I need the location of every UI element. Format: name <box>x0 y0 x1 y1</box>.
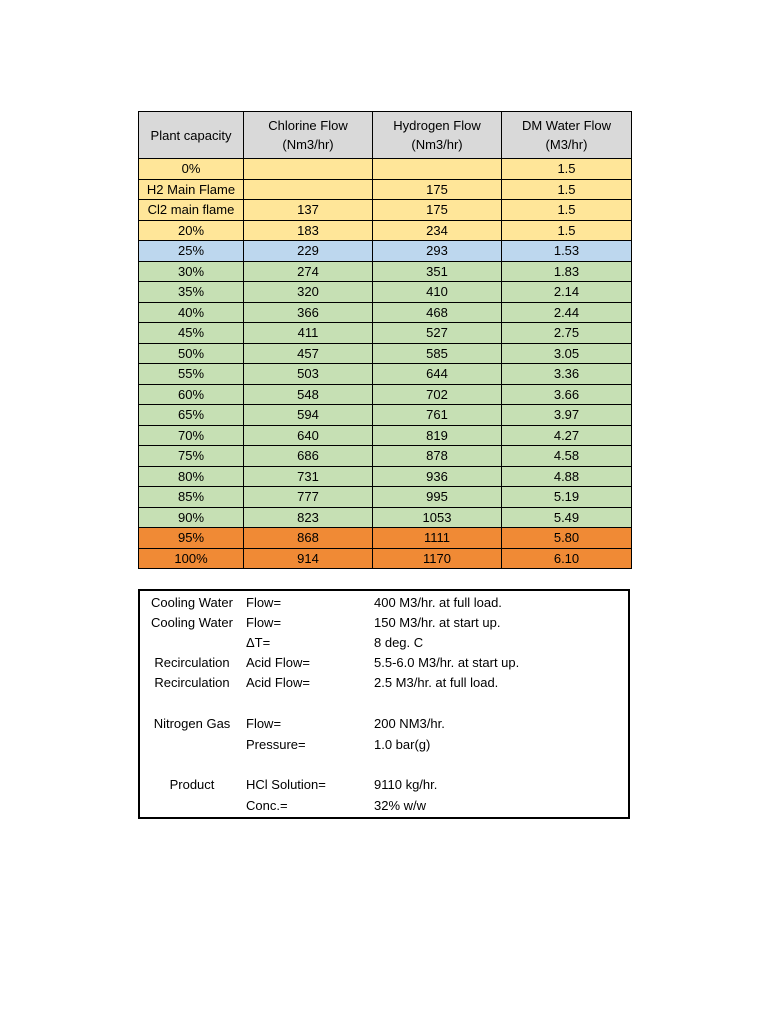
note-parameter: Pressure= <box>246 737 306 752</box>
hydrogen-flow-cell: 644 <box>373 364 502 385</box>
table-row <box>139 384 632 405</box>
hydrogen-flow-cell: 175 <box>373 179 502 200</box>
hydrogen-flow-cell: 1170 <box>373 548 502 569</box>
note-value: 2.5 M3/hr. at full load. <box>374 675 499 690</box>
dm-water-flow-cell: 4.88 <box>502 466 632 487</box>
capacity-cell: 65% <box>139 405 244 426</box>
capacity-cell: 35% <box>139 282 244 303</box>
note-value: 8 deg. C <box>374 635 424 650</box>
note-label: Cooling Water <box>151 595 233 610</box>
chlorine-flow-cell: 229 <box>244 241 373 262</box>
note-label: Recirculation <box>154 675 230 690</box>
note-label: Cooling Water <box>151 615 233 630</box>
capacity-cell: 50% <box>139 343 244 364</box>
table-row <box>139 179 632 200</box>
chlorine-flow-cell: 320 <box>244 282 373 303</box>
dm-water-flow-cell: 1.5 <box>502 179 632 200</box>
hydrogen-flow-cell: 468 <box>373 302 502 323</box>
dm-water-flow-cell: 2.75 <box>502 323 632 344</box>
dm-water-flow-cell: 5.80 <box>502 528 632 549</box>
chlorine-flow-cell: 366 <box>244 302 373 323</box>
flow-rate-table <box>138 111 632 569</box>
table-row <box>139 302 632 323</box>
table-row <box>139 425 632 446</box>
dm-water-flow-cell: 1.5 <box>502 220 632 241</box>
capacity-cell: 75% <box>139 446 244 467</box>
capacity-cell: H2 Main Flame <box>139 179 244 200</box>
note-parameter: Acid Flow= <box>246 675 310 690</box>
capacity-cell: 95% <box>139 528 244 549</box>
note-label: Recirculation <box>154 655 230 670</box>
header-chlorine-flow: Chlorine Flow (Nm3/hr) <box>244 112 373 159</box>
dm-water-flow-cell: 5.49 <box>502 507 632 528</box>
capacity-cell: 90% <box>139 507 244 528</box>
note-row <box>140 593 628 613</box>
capacity-cell: 85% <box>139 487 244 508</box>
dm-water-flow-cell: 3.05 <box>502 343 632 364</box>
table-header-row <box>139 112 632 159</box>
hydrogen-flow-cell: 702 <box>373 384 502 405</box>
chlorine-flow-cell: 823 <box>244 507 373 528</box>
chlorine-flow-cell: 686 <box>244 446 373 467</box>
chlorine-flow-cell: 503 <box>244 364 373 385</box>
note-value: 150 M3/hr. at start up. <box>374 615 501 630</box>
hydrogen-flow-cell: 585 <box>373 343 502 364</box>
capacity-cell: 20% <box>139 220 244 241</box>
capacity-cell: Cl2 main flame <box>139 200 244 221</box>
note-row <box>140 796 628 816</box>
dm-water-flow-cell: 1.53 <box>502 241 632 262</box>
dm-water-flow-cell: 3.36 <box>502 364 632 385</box>
capacity-cell: 55% <box>139 364 244 385</box>
note-value: 200 NM3/hr. <box>374 716 445 731</box>
note-row <box>140 714 628 734</box>
chlorine-flow-cell: 914 <box>244 548 373 569</box>
hydrogen-flow-cell: 1053 <box>373 507 502 528</box>
hydrogen-flow-cell: 995 <box>373 487 502 508</box>
table-row <box>139 261 632 282</box>
table-row <box>139 220 632 241</box>
table-row <box>139 528 632 549</box>
capacity-cell: 60% <box>139 384 244 405</box>
hydrogen-flow-cell: 234 <box>373 220 502 241</box>
dm-water-flow-cell: 3.97 <box>502 405 632 426</box>
chlorine-flow-cell: 640 <box>244 425 373 446</box>
chlorine-flow-cell: 594 <box>244 405 373 426</box>
note-parameter: Flow= <box>246 716 282 731</box>
note-value: 1.0 bar(g) <box>374 737 431 752</box>
dm-water-flow-cell: 1.5 <box>502 159 632 180</box>
table-row <box>139 200 632 221</box>
note-value: 9110 kg/hr. <box>374 777 438 792</box>
capacity-cell: 70% <box>139 425 244 446</box>
capacity-cell: 80% <box>139 466 244 487</box>
dm-water-flow-cell: 1.5 <box>502 200 632 221</box>
capacity-cell: 100% <box>139 548 244 569</box>
note-value: 400 M3/hr. at full load. <box>374 595 502 610</box>
note-row <box>140 673 628 693</box>
chlorine-flow-cell <box>244 159 373 180</box>
dm-water-flow-cell: 4.27 <box>502 425 632 446</box>
capacity-cell: 25% <box>139 241 244 262</box>
note-parameter: Conc.= <box>246 798 288 813</box>
operating-notes-box <box>138 589 630 819</box>
chlorine-flow-cell: 183 <box>244 220 373 241</box>
chlorine-flow-cell: 274 <box>244 261 373 282</box>
dm-water-flow-cell: 5.19 <box>502 487 632 508</box>
chlorine-flow-cell: 137 <box>244 200 373 221</box>
chlorine-flow-cell: 548 <box>244 384 373 405</box>
chlorine-flow-cell: 777 <box>244 487 373 508</box>
table-row <box>139 323 632 344</box>
dm-water-flow-cell: 3.66 <box>502 384 632 405</box>
chlorine-flow-cell: 411 <box>244 323 373 344</box>
table-row <box>139 364 632 385</box>
note-value: 5.5-6.0 M3/hr. at start up. <box>374 655 520 670</box>
chlorine-flow-cell: 731 <box>244 466 373 487</box>
note-parameter: ΔT= <box>246 635 271 650</box>
capacity-cell: 0% <box>139 159 244 180</box>
table-row <box>139 466 632 487</box>
header-plant-capacity: Plant capacity <box>139 112 244 159</box>
note-row <box>140 653 628 673</box>
hydrogen-flow-cell: 1111 <box>373 528 502 549</box>
table-row <box>139 241 632 262</box>
hydrogen-flow-cell <box>373 159 502 180</box>
chlorine-flow-cell <box>244 179 373 200</box>
table-row <box>139 507 632 528</box>
header-dm-water-flow: DM Water Flow (M3/hr) <box>502 112 632 159</box>
hydrogen-flow-cell: 293 <box>373 241 502 262</box>
hydrogen-flow-cell: 175 <box>373 200 502 221</box>
note-parameter: Flow= <box>246 615 282 630</box>
capacity-cell: 30% <box>139 261 244 282</box>
hydrogen-flow-cell: 761 <box>373 405 502 426</box>
table-row <box>139 282 632 303</box>
table-row <box>139 159 632 180</box>
hydrogen-flow-cell: 410 <box>373 282 502 303</box>
dm-water-flow-cell: 2.14 <box>502 282 632 303</box>
table-row <box>139 343 632 364</box>
note-value: 32% w/w <box>374 798 427 813</box>
hydrogen-flow-cell: 878 <box>373 446 502 467</box>
table-row <box>139 405 632 426</box>
note-row <box>140 613 628 633</box>
table-row <box>139 487 632 508</box>
dm-water-flow-cell: 4.58 <box>502 446 632 467</box>
hydrogen-flow-cell: 351 <box>373 261 502 282</box>
note-row <box>140 633 628 653</box>
chlorine-flow-cell: 457 <box>244 343 373 364</box>
hydrogen-flow-cell: 527 <box>373 323 502 344</box>
header-hydrogen-flow: Hydrogen Flow (Nm3/hr) <box>373 112 502 159</box>
note-row <box>140 775 628 795</box>
dm-water-flow-cell: 6.10 <box>502 548 632 569</box>
capacity-cell: 40% <box>139 302 244 323</box>
hydrogen-flow-cell: 936 <box>373 466 502 487</box>
capacity-cell: 45% <box>139 323 244 344</box>
note-label: Nitrogen Gas <box>153 716 231 731</box>
chlorine-flow-cell: 868 <box>244 528 373 549</box>
hydrogen-flow-cell: 819 <box>373 425 502 446</box>
note-parameter: HCl Solution= <box>246 777 326 792</box>
dm-water-flow-cell: 2.44 <box>502 302 632 323</box>
note-parameter: Flow= <box>246 595 282 610</box>
note-row <box>140 735 628 755</box>
table-row <box>139 548 632 569</box>
note-parameter: Acid Flow= <box>246 655 310 670</box>
note-label: Product <box>169 777 215 792</box>
table-row <box>139 446 632 467</box>
dm-water-flow-cell: 1.83 <box>502 261 632 282</box>
